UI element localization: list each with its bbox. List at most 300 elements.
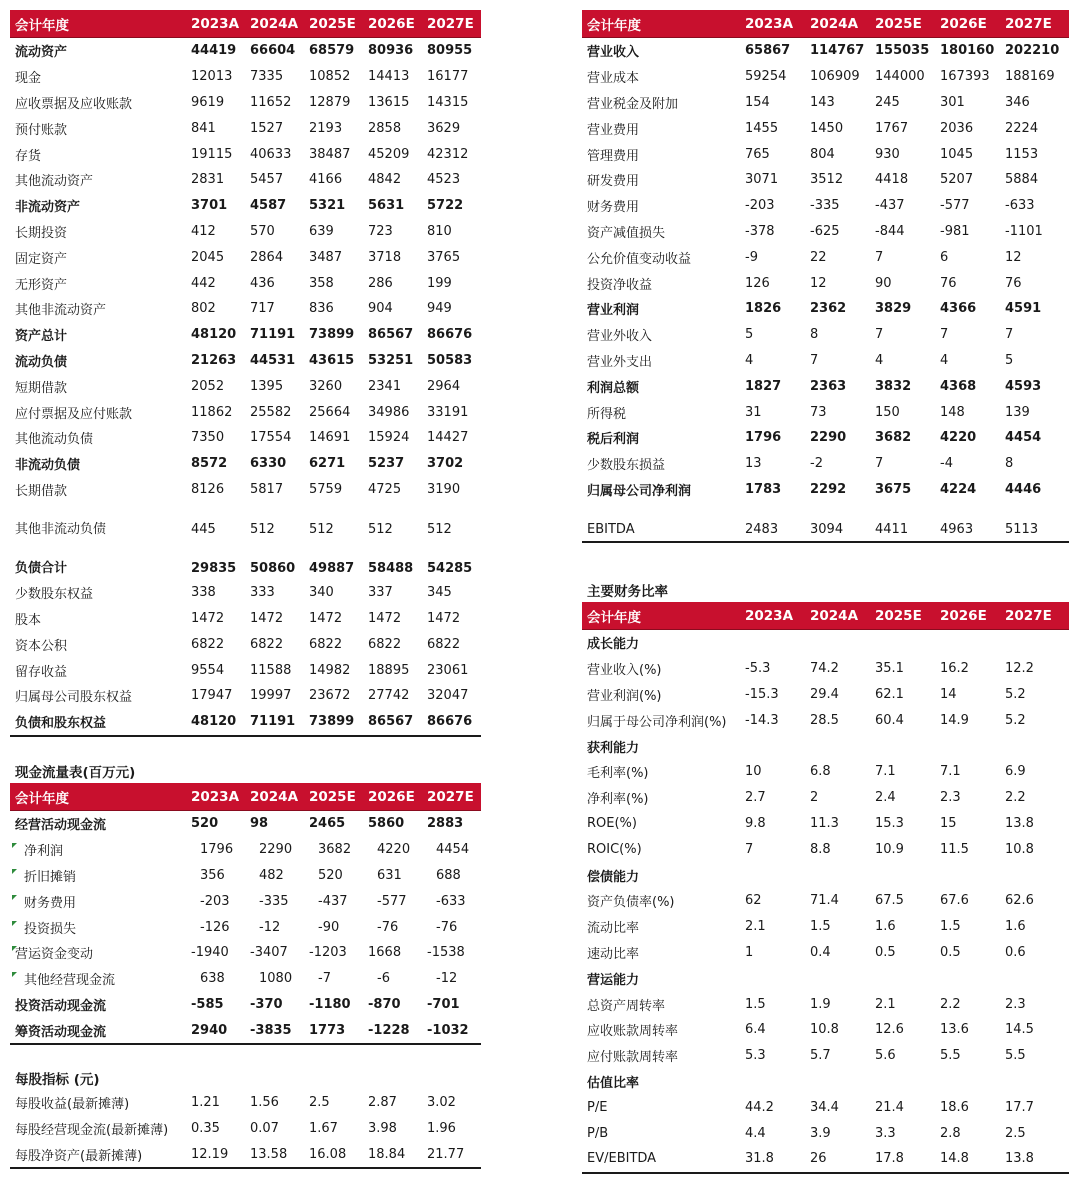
row-value: 482 [259,867,284,883]
table-row [10,322,481,348]
row-value: 13.8 [1005,1151,1034,1167]
row-value: 5.2 [1005,686,1026,702]
table-row [582,296,1069,322]
row-value: 1 [745,944,754,960]
table-title: 现金流量表(百万元) [15,765,136,781]
row-value: 723 [368,223,393,239]
row-value: 154 [745,94,770,110]
row-value: 11.5 [940,841,969,857]
row-value: 45209 [368,146,410,162]
income-statement-table [582,10,1069,543]
row-label: 投资净收益 [587,277,653,293]
row-label: 短期借款 [15,380,68,396]
row-value: 436 [250,275,275,291]
row-value: 7 [940,327,949,343]
row-value: 570 [250,223,275,239]
table-row [10,244,481,270]
row-value: 62.1 [875,686,904,702]
row-value: 13615 [368,94,410,110]
row-value: 717 [250,301,275,317]
row-value: 2.5 [309,1095,330,1111]
row-value: 11862 [191,404,233,420]
row-value: 73899 [309,714,355,730]
row-value: 12.19 [191,1146,229,1162]
row-value: -1180 [309,996,351,1012]
table-row [10,992,481,1018]
row-label: 偿债能力 [587,869,640,885]
row-value: 2.5 [1005,1125,1026,1141]
row-value: 2224 [1005,120,1039,136]
comment-marker-icon [12,946,17,951]
row-label: 管理费用 [587,148,640,164]
row-value: 126 [745,275,770,291]
row-value: 1.56 [250,1095,279,1111]
row-value: 11.3 [810,815,839,831]
row-value: 114767 [810,43,865,59]
table-row [10,888,481,914]
row-value: 14.9 [940,712,969,728]
row-value: -15.3 [745,686,779,702]
table-row [10,270,481,296]
table-row [582,244,1069,270]
header-year: 2023A [745,15,794,32]
row-value: 10 [745,764,762,780]
row-value: -633 [1005,198,1035,214]
row-value: 202210 [1005,43,1060,59]
row-value: -12 [259,919,281,935]
row-value: 3832 [875,378,912,394]
row-value: 80936 [368,43,414,59]
row-value: -701 [427,996,460,1012]
row-label: 应付账款周转率 [587,1050,679,1066]
row-value: 9554 [191,662,225,678]
row-label: 营业外收入 [587,329,653,345]
row-value: 106909 [810,69,860,85]
table-row [582,141,1069,167]
row-value: 15924 [368,430,410,446]
row-value: 17947 [191,688,233,704]
row-value: 4593 [1005,378,1042,394]
row-label: 营运能力 [587,972,640,988]
row-value: 3071 [745,172,779,188]
row-value: -577 [940,198,970,214]
row-label: 流动比率 [587,921,640,937]
row-value: 13.8 [1005,815,1034,831]
row-label: 营业费用 [587,122,640,138]
row-value: -2 [810,456,823,472]
row-value: 5.3 [745,1048,766,1064]
per-share-table [10,1066,481,1169]
financial-ratios-table [582,578,1069,1174]
row-label: 流动资产 [15,45,68,61]
row-label: 其他流动资产 [15,174,94,190]
row-value: 80955 [427,43,473,59]
row-value: 5860 [368,816,405,832]
header-year: 2027E [427,15,474,32]
row-value: 23672 [309,688,351,704]
row-label: 速动比率 [587,946,640,962]
header-year: 2027E [427,788,474,805]
row-value: 0.5 [940,944,961,960]
row-value: 4446 [1005,481,1042,497]
row-value: -1228 [368,1022,410,1038]
header-year: 2026E [368,788,415,805]
row-value: 4523 [427,172,461,188]
row-value: 21.77 [427,1146,465,1162]
row-value: 2.1 [745,919,766,935]
table-row [10,90,481,116]
row-value: 73899 [309,327,355,343]
row-value: 512 [309,522,334,538]
row-value: -76 [377,919,399,935]
row-label: 财务费用 [587,200,640,216]
row-value: 7 [1005,327,1014,343]
row-value: 0.5 [875,944,896,960]
table-row [582,1069,1069,1095]
row-value: 58488 [368,560,414,576]
row-value: -90 [318,919,340,935]
row-value: 2483 [745,522,779,538]
row-value: 33191 [427,404,469,420]
table-row [582,1094,1069,1120]
row-value: -76 [436,919,458,935]
table-row [582,322,1069,348]
table-row [582,656,1069,682]
row-value: 512 [250,522,275,538]
table-row [582,965,1069,991]
row-value: 5.5 [940,1048,961,1064]
row-value: 71191 [250,714,296,730]
header-label: 会计年度 [15,790,69,807]
row-value: 2045 [191,249,225,265]
row-value: 1.67 [309,1121,338,1137]
row-value: 44419 [191,43,237,59]
table-row [582,914,1069,940]
row-label: 负债和股东权益 [15,716,107,732]
row-value: 358 [309,275,334,291]
table-bottom-rule [582,1172,1069,1174]
table-bottom-rule [10,1043,481,1045]
table-row [582,193,1069,219]
row-value: 1472 [368,610,402,626]
row-value: 5.7 [810,1048,831,1064]
row-value: 6822 [250,636,284,652]
row-label: 获利能力 [587,740,640,756]
row-label: P/E [587,1099,608,1115]
row-label: 留存收益 [15,664,68,680]
row-value: -335 [259,893,289,909]
row-value: 86567 [368,714,414,730]
header-year: 2026E [368,15,415,32]
row-value: 3629 [427,120,461,136]
table-row [582,1043,1069,1069]
row-value: 3765 [427,249,461,265]
row-value: -4 [940,456,953,472]
row-value: 631 [377,867,402,883]
row-value: 62.6 [1005,893,1034,909]
row-label: P/B [587,1125,609,1141]
row-value: 50583 [427,352,473,368]
row-value: 19115 [191,146,233,162]
table-row [582,115,1069,141]
row-value: 4 [745,352,754,368]
row-value: -14.3 [745,712,779,728]
row-value: -6 [377,971,390,987]
row-label: 应付票据及应付账款 [15,406,133,422]
row-value: 6822 [309,636,343,652]
row-value: 143 [810,94,835,110]
row-value: 1472 [191,610,225,626]
row-label: 非流动负债 [15,458,81,474]
row-value: -437 [318,893,348,909]
row-label: 研发费用 [587,174,640,190]
row-value: 2.2 [1005,790,1026,806]
row-value: 520 [191,816,219,832]
row-value: 4 [875,352,884,368]
row-value: 949 [427,301,452,317]
row-value: -9 [745,249,758,265]
row-value: 32047 [427,688,469,704]
row-label: 少数股东损益 [587,458,666,474]
row-value: 16177 [427,69,469,85]
row-value: 6 [940,249,949,265]
row-value: 14315 [427,94,469,110]
row-value: 8572 [191,456,228,472]
row-label: 每股经营现金流(最新摊薄) [15,1123,169,1139]
row-value: 86676 [427,714,473,730]
row-value: 18.6 [940,1099,969,1115]
table-row [582,167,1069,193]
header-year: 2024A [810,15,859,32]
row-value: 1153 [1005,146,1039,162]
row-value: 49887 [309,560,355,576]
row-value: 9619 [191,94,225,110]
row-label: 折旧摊销 [10,866,200,885]
row-value: 3.3 [875,1125,896,1141]
row-value: -1032 [427,1022,469,1038]
row-value: 26 [810,1151,827,1167]
row-value: 12879 [309,94,351,110]
row-label: 长期借款 [15,483,68,499]
table-row [10,296,481,322]
row-value: 14982 [309,662,351,678]
row-value: 333 [250,585,275,601]
row-value: 27742 [368,688,410,704]
row-value: 7335 [250,69,284,85]
table-row [10,193,481,219]
row-value: 180160 [940,43,995,59]
row-value: 1045 [940,146,974,162]
row-value: 6822 [191,636,225,652]
row-value: 17.7 [1005,1099,1034,1115]
table-bottom-rule [10,1167,481,1169]
row-value: 5237 [368,456,405,472]
row-value: 14 [940,686,957,702]
row-value: 199 [427,275,452,291]
row-value: 1796 [200,842,234,858]
row-value: 14.8 [940,1151,969,1167]
row-value: 3702 [427,456,464,472]
row-value: 90 [875,275,892,291]
table-header-row [582,10,1069,38]
table-row [10,606,481,632]
row-value: 43615 [309,352,355,368]
row-value: 2.2 [940,996,961,1012]
row-value: 1668 [368,945,402,961]
table-row [10,1142,481,1168]
row-value: 2.8 [940,1125,961,1141]
row-label: 营业外支出 [587,354,653,370]
row-value: 2.7 [745,790,766,806]
row-value: 10852 [309,69,351,85]
row-label: 负债合计 [15,560,68,576]
table-row [582,1017,1069,1043]
row-value: 12.6 [875,1022,904,1038]
table-row [582,862,1069,888]
row-value: 14413 [368,69,410,85]
row-value: 25664 [309,404,351,420]
row-value: 28.5 [810,712,839,728]
row-value: 54285 [427,560,473,576]
row-value: 4.4 [745,1125,766,1141]
table-row [582,785,1069,811]
row-value: 67.6 [940,893,969,909]
row-value: 18895 [368,662,410,678]
row-value: 445 [191,522,216,538]
row-value: 4842 [368,172,402,188]
table-row [10,1090,481,1116]
row-label: 营业收入 [587,45,640,61]
table-row [582,502,1069,541]
row-value: 5.2 [1005,712,1026,728]
header-label: 会计年度 [587,17,641,34]
row-value: 188169 [1005,69,1055,85]
row-label: 所得税 [587,406,627,422]
row-value: 8126 [191,481,225,497]
table-header-row [10,783,481,811]
row-value: 1527 [250,120,284,136]
row-value: 802 [191,301,216,317]
row-value: 5.5 [1005,1048,1026,1064]
row-label: 无形资产 [15,277,68,293]
row-value: 65867 [745,43,791,59]
row-value: 15.3 [875,815,904,831]
row-value: 5321 [309,198,346,214]
row-value: 639 [309,223,334,239]
row-label: 营业收入(%) [587,663,662,679]
row-value: 1.96 [427,1121,456,1137]
row-value: 1472 [250,610,284,626]
row-value: -370 [250,996,283,1012]
table-row [10,115,481,141]
row-value: 2.87 [368,1095,397,1111]
row-label: 长期投资 [15,225,68,241]
row-value: 245 [875,94,900,110]
table-row [582,64,1069,90]
row-value: 167393 [940,69,990,85]
row-label: 股本 [15,612,42,628]
table-row [582,425,1069,451]
table-row [10,940,481,966]
table-bottom-rule [582,541,1069,543]
row-value: 3.02 [427,1095,456,1111]
row-value: 86676 [427,327,473,343]
row-value: 442 [191,275,216,291]
row-value: 148 [940,404,965,420]
table-row [582,991,1069,1017]
row-label: 投资损失 [10,918,200,937]
row-value: 2036 [940,120,974,136]
row-value: 1.21 [191,1095,220,1111]
row-value: 74.2 [810,661,839,677]
comment-marker-icon [12,843,17,848]
row-value: 3.98 [368,1121,397,1137]
row-value: 338 [191,585,216,601]
row-value: 638 [200,971,225,987]
row-value: 8 [1005,456,1014,472]
row-value: 48120 [191,714,237,730]
row-value: 1080 [259,971,293,987]
row-value: 6.4 [745,1022,766,1038]
row-value: 13 [745,456,762,472]
row-value: -1538 [427,945,465,961]
table-row [582,451,1069,477]
header-year: 2023A [745,607,794,624]
row-value: 7 [875,249,884,265]
row-value: 4963 [940,522,974,538]
row-label: 财务费用 [10,892,200,911]
row-value: 841 [191,120,216,136]
table-row [10,477,481,503]
row-value: 23061 [427,662,469,678]
row-value: 2290 [259,842,293,858]
row-value: -437 [875,198,905,214]
row-value: 1472 [309,610,343,626]
row-value: 2363 [810,378,847,394]
row-value: 4366 [940,301,977,317]
row-value: -3835 [250,1022,292,1038]
row-value: 35.1 [875,661,904,677]
table-row [582,707,1069,733]
row-value: 12.2 [1005,661,1034,677]
row-value: 59254 [745,69,787,85]
row-value: 6822 [368,636,402,652]
header-year: 2025E [875,15,922,32]
table-row [582,811,1069,837]
row-value: 4220 [940,430,977,446]
row-value: -5.3 [745,661,771,677]
row-value: 337 [368,585,393,601]
row-value: 512 [368,522,393,538]
row-value: 7 [745,841,754,857]
row-label: 归属母公司净利润 [587,483,692,499]
table-row [10,502,481,541]
row-value: 412 [191,223,216,239]
row-label: 应收票据及应收账款 [15,96,133,112]
row-label: 投资活动现金流 [15,998,107,1014]
row-value: 4166 [309,172,343,188]
table-row [10,167,481,193]
row-value: 0.35 [191,1121,220,1137]
table-row [10,631,481,657]
row-value: 2341 [368,378,402,394]
row-value: 5.6 [875,1048,896,1064]
row-value: 5113 [1005,522,1039,538]
row-label: 经营活动现金流 [15,818,107,834]
table-header-row [582,602,1069,630]
table-row [582,888,1069,914]
row-value: 810 [427,223,452,239]
